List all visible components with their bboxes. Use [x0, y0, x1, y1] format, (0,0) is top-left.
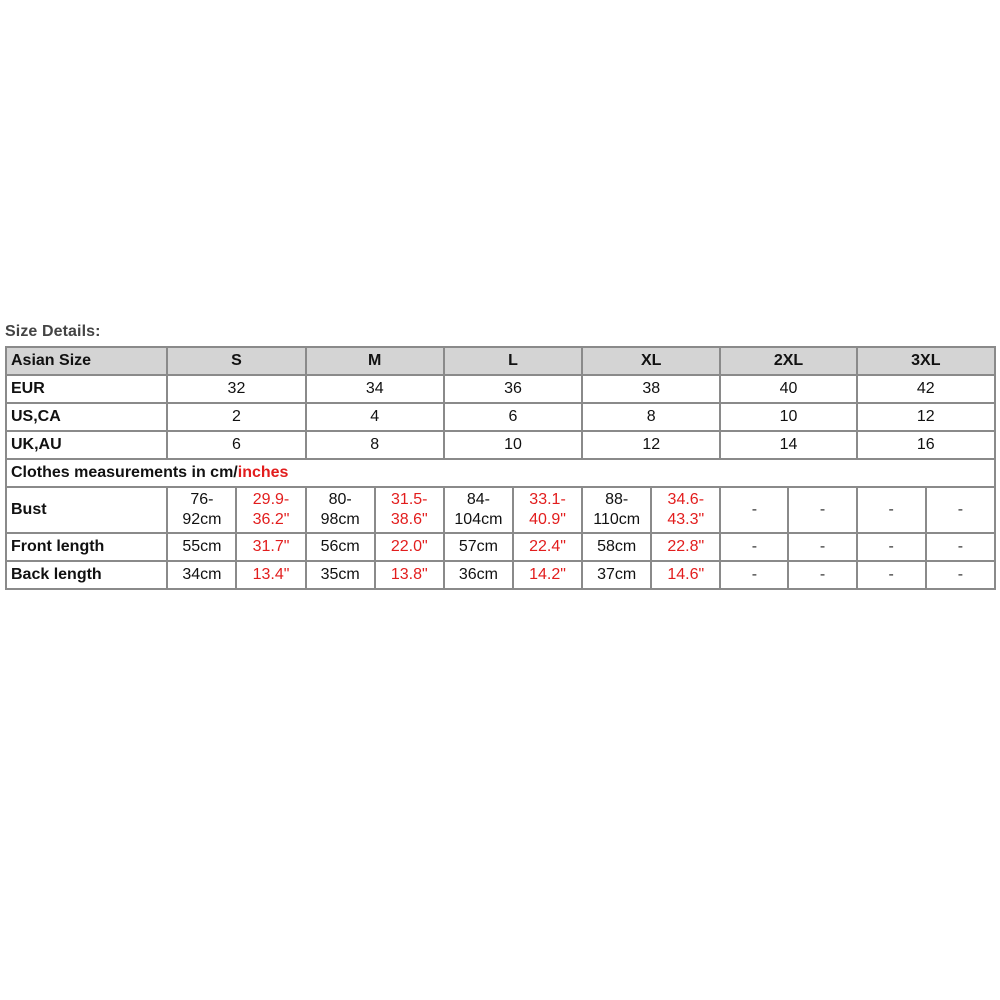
table-cell: 57cm [444, 533, 513, 561]
cell-line: 88- [605, 491, 629, 508]
cell-line: 29.9- [252, 491, 290, 508]
table-cell: 4 [306, 403, 444, 431]
table-cell: - [720, 533, 788, 561]
cell-line: 76- [190, 491, 214, 508]
table-cell: 10 [720, 403, 856, 431]
row-label-uk-au: UK,AU [6, 431, 167, 459]
table-cell: 22.8" [651, 533, 720, 561]
table-cell [582, 487, 651, 533]
table-cell: 14.6" [651, 561, 720, 589]
table-cell [375, 487, 444, 533]
table-cell: 36cm [444, 561, 513, 589]
cell-line: 98cm [320, 511, 360, 528]
table-cell: 37cm [582, 561, 651, 589]
table-cell: 56cm [306, 533, 375, 561]
table-cell: 34 [306, 375, 444, 403]
size-details-title: Size Details: [5, 323, 101, 340]
table-cell [444, 487, 513, 533]
cell-line: 38.6" [390, 511, 428, 528]
table-cell: 34cm [167, 561, 236, 589]
table-cell [513, 487, 582, 533]
table-cell: - [926, 561, 995, 589]
table-cell: 32 [167, 375, 305, 403]
cell-line: 80- [328, 491, 352, 508]
table-cell: 38 [582, 375, 720, 403]
size-header-m: M [306, 347, 444, 375]
table-cell: 13.8" [375, 561, 444, 589]
table-cell: 6 [444, 403, 582, 431]
cell-line: 31.5- [391, 491, 428, 508]
row-label-us-ca: US,CA [6, 403, 167, 431]
table-cell: - [926, 487, 995, 533]
table-cell: 13.4" [236, 561, 305, 589]
table-cell: - [857, 533, 926, 561]
table-cell: 42 [857, 375, 995, 403]
cell-line: 36.2" [252, 511, 290, 528]
table-cell: 31.7" [236, 533, 305, 561]
cell-line: 104cm [454, 511, 503, 528]
table-cell: 6 [167, 431, 305, 459]
table-cell [651, 487, 720, 533]
table-cell: 22.4" [513, 533, 582, 561]
table-cell: 16 [857, 431, 995, 459]
table-row [6, 561, 995, 589]
table-row [6, 487, 995, 533]
cell-line: 110cm [593, 511, 641, 528]
section-label-cm: Clothes measurements in cm/ [11, 464, 238, 481]
size-header-l: L [444, 347, 582, 375]
size-chart-table [5, 346, 996, 590]
row-label-bust: Bust [6, 487, 167, 533]
measurements-section-label [6, 459, 995, 487]
table-row [6, 403, 995, 431]
cell-line: 43.3" [667, 511, 705, 528]
table-cell: 14.2" [513, 561, 582, 589]
table-cell: 8 [306, 431, 444, 459]
table-cell: 55cm [167, 533, 236, 561]
size-header-2xl: 2XL [720, 347, 856, 375]
size-header-3xl: 3XL [857, 347, 995, 375]
table-cell: 14 [720, 431, 856, 459]
table-cell: 36 [444, 375, 582, 403]
table-cell: 58cm [582, 533, 651, 561]
row-label-back-length: Back length [6, 561, 167, 589]
table-cell: 10 [444, 431, 582, 459]
section-label-inches: inches [237, 464, 289, 481]
table-cell: 2 [167, 403, 305, 431]
table-cell: 8 [582, 403, 720, 431]
table-cell [236, 487, 305, 533]
cell-line: 34.6- [667, 491, 705, 508]
table-cell: 12 [582, 431, 720, 459]
cell-line: 40.9" [529, 511, 566, 528]
cell-line: 92cm [182, 511, 222, 528]
table-cell: - [788, 533, 856, 561]
cell-line: 33.1- [529, 491, 566, 508]
cell-line: 84- [466, 491, 490, 508]
table-cell: - [857, 561, 926, 589]
table-cell: - [857, 487, 926, 533]
table-row [6, 375, 995, 403]
table-row [6, 431, 995, 459]
measurements-section-row [6, 459, 995, 487]
table-cell [306, 487, 375, 533]
table-row [6, 533, 995, 561]
row-label-front-length: Front length [6, 533, 167, 561]
table-cell: 12 [857, 403, 995, 431]
table-cell: - [788, 561, 856, 589]
table-cell: - [720, 487, 788, 533]
size-header-xl: XL [582, 347, 720, 375]
size-header-s: S [167, 347, 305, 375]
header-row [6, 347, 995, 375]
table-cell [167, 487, 236, 533]
table-cell: 35cm [306, 561, 375, 589]
table-cell: - [926, 533, 995, 561]
table-cell: - [720, 561, 788, 589]
table-cell: 22.0" [375, 533, 444, 561]
row-label-eur: EUR [6, 375, 167, 403]
asian-size-label: Asian Size [6, 347, 167, 375]
table-cell: 40 [720, 375, 856, 403]
table-cell: - [788, 487, 856, 533]
